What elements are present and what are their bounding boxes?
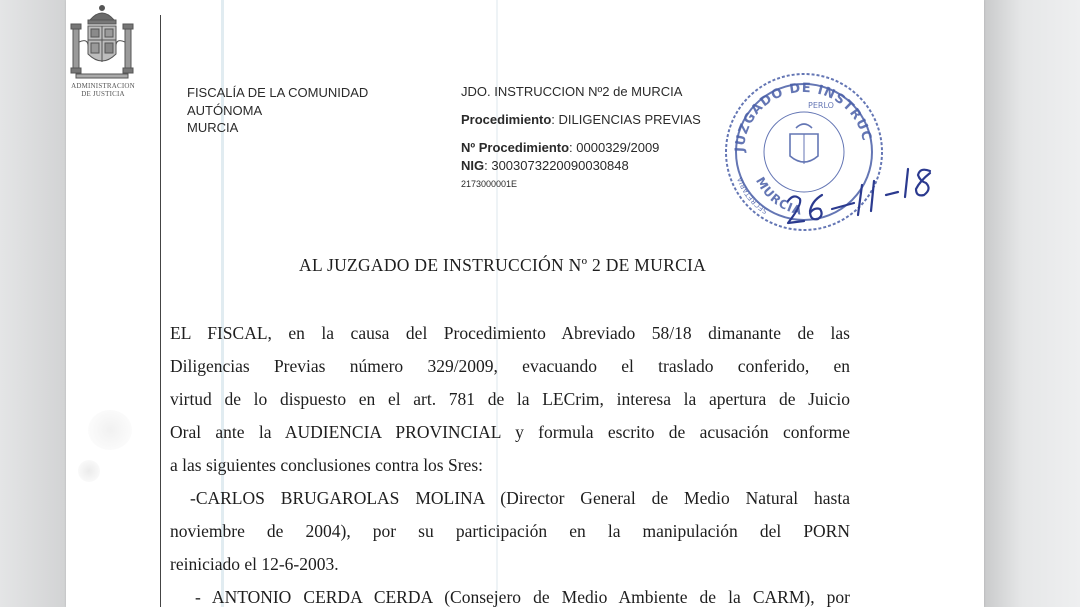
body-text-span: y formula escrito de acusación conforme bbox=[500, 422, 850, 442]
sender-line: MURCIA bbox=[187, 120, 239, 135]
right-background bbox=[984, 0, 1080, 607]
procedure-number-label: Nº Procedimiento bbox=[461, 140, 570, 155]
fiscal-label: EL FISCAL bbox=[170, 323, 268, 343]
nig-value: : 3003073220090030848 bbox=[484, 158, 629, 173]
accused-line: reiniciado el 12-6-2003. bbox=[170, 554, 339, 574]
left-background bbox=[0, 0, 66, 607]
body-line: a las siguientes conclusiones contra los Sres: bbox=[170, 455, 483, 475]
body-line: virtud de lo dispuesto en el art. 781 de la LECrim, interesa la apertura de Juicio bbox=[170, 389, 850, 409]
nig-label: NIG bbox=[461, 158, 485, 173]
institution-label bbox=[66, 82, 140, 98]
document-title: AL JUZGADO DE INSTRUCCIÓN Nº 2 DE MURCIA bbox=[299, 255, 707, 275]
court-emphasis: AUDIENCIA PROVINCIAL bbox=[284, 422, 501, 442]
body-text-span: , en la causa del Procedimiento Abreviado 58/18 dimanante de las bbox=[267, 323, 850, 343]
institution-label-line: ADMINISTRACION bbox=[71, 82, 135, 90]
stamp-text-bottom: MURCIA bbox=[753, 174, 805, 218]
reference-code: 2173000001E bbox=[461, 179, 518, 189]
stamp-text-mid: PERLO bbox=[808, 101, 834, 110]
court-name: JDO. INSTRUCCION Nº2 de MURCIA bbox=[461, 84, 683, 99]
coat-of-arms-icon bbox=[68, 2, 136, 82]
sender-block bbox=[187, 84, 368, 137]
body-line: Diligencias Previas número 329/2009, evacuando el traslado conferido, en bbox=[170, 356, 850, 376]
accused-line: noviembre de 2004), por su participación en la manipulación del PORN bbox=[170, 521, 850, 541]
procedure-number-row bbox=[461, 139, 701, 157]
body-line bbox=[170, 416, 850, 449]
sender-line: FISCALÍA DE LA COMUNIDAD bbox=[187, 85, 369, 100]
sender-line: AUTÓNOMA bbox=[187, 102, 263, 118]
procedure-type-row bbox=[461, 111, 701, 129]
scan-smudge bbox=[88, 410, 132, 450]
document-page bbox=[66, 0, 984, 607]
margin-rule bbox=[160, 15, 161, 607]
procedure-number-value: : 0000329/2009 bbox=[569, 140, 660, 155]
nig-row bbox=[461, 157, 701, 175]
scan-smudge bbox=[78, 460, 100, 482]
handwritten-date-icon bbox=[782, 163, 942, 233]
body-text-span: Oral ante la bbox=[170, 422, 285, 442]
stamp-text-left: SECRETARIA bbox=[735, 176, 770, 216]
accused-line: -CARLOS BRUGAROLAS MOLINA (Director General de Medio Natural hasta bbox=[190, 488, 850, 508]
document-body bbox=[170, 317, 850, 607]
procedure-type-label: Procedimiento bbox=[461, 112, 552, 127]
accused-line: - ANTONIO CERDA CERDA (Consejero de Medio Ambiente de la CARM), por bbox=[195, 587, 850, 607]
body-line bbox=[170, 317, 850, 350]
court-reference-block bbox=[461, 83, 701, 191]
procedure-type-value: : DILIGENCIAS PREVIAS bbox=[551, 112, 701, 127]
stamp-text-top: JUZGADO DE INSTRUC bbox=[732, 80, 875, 153]
institution-label-line: DE JUSTICIA bbox=[81, 90, 125, 98]
